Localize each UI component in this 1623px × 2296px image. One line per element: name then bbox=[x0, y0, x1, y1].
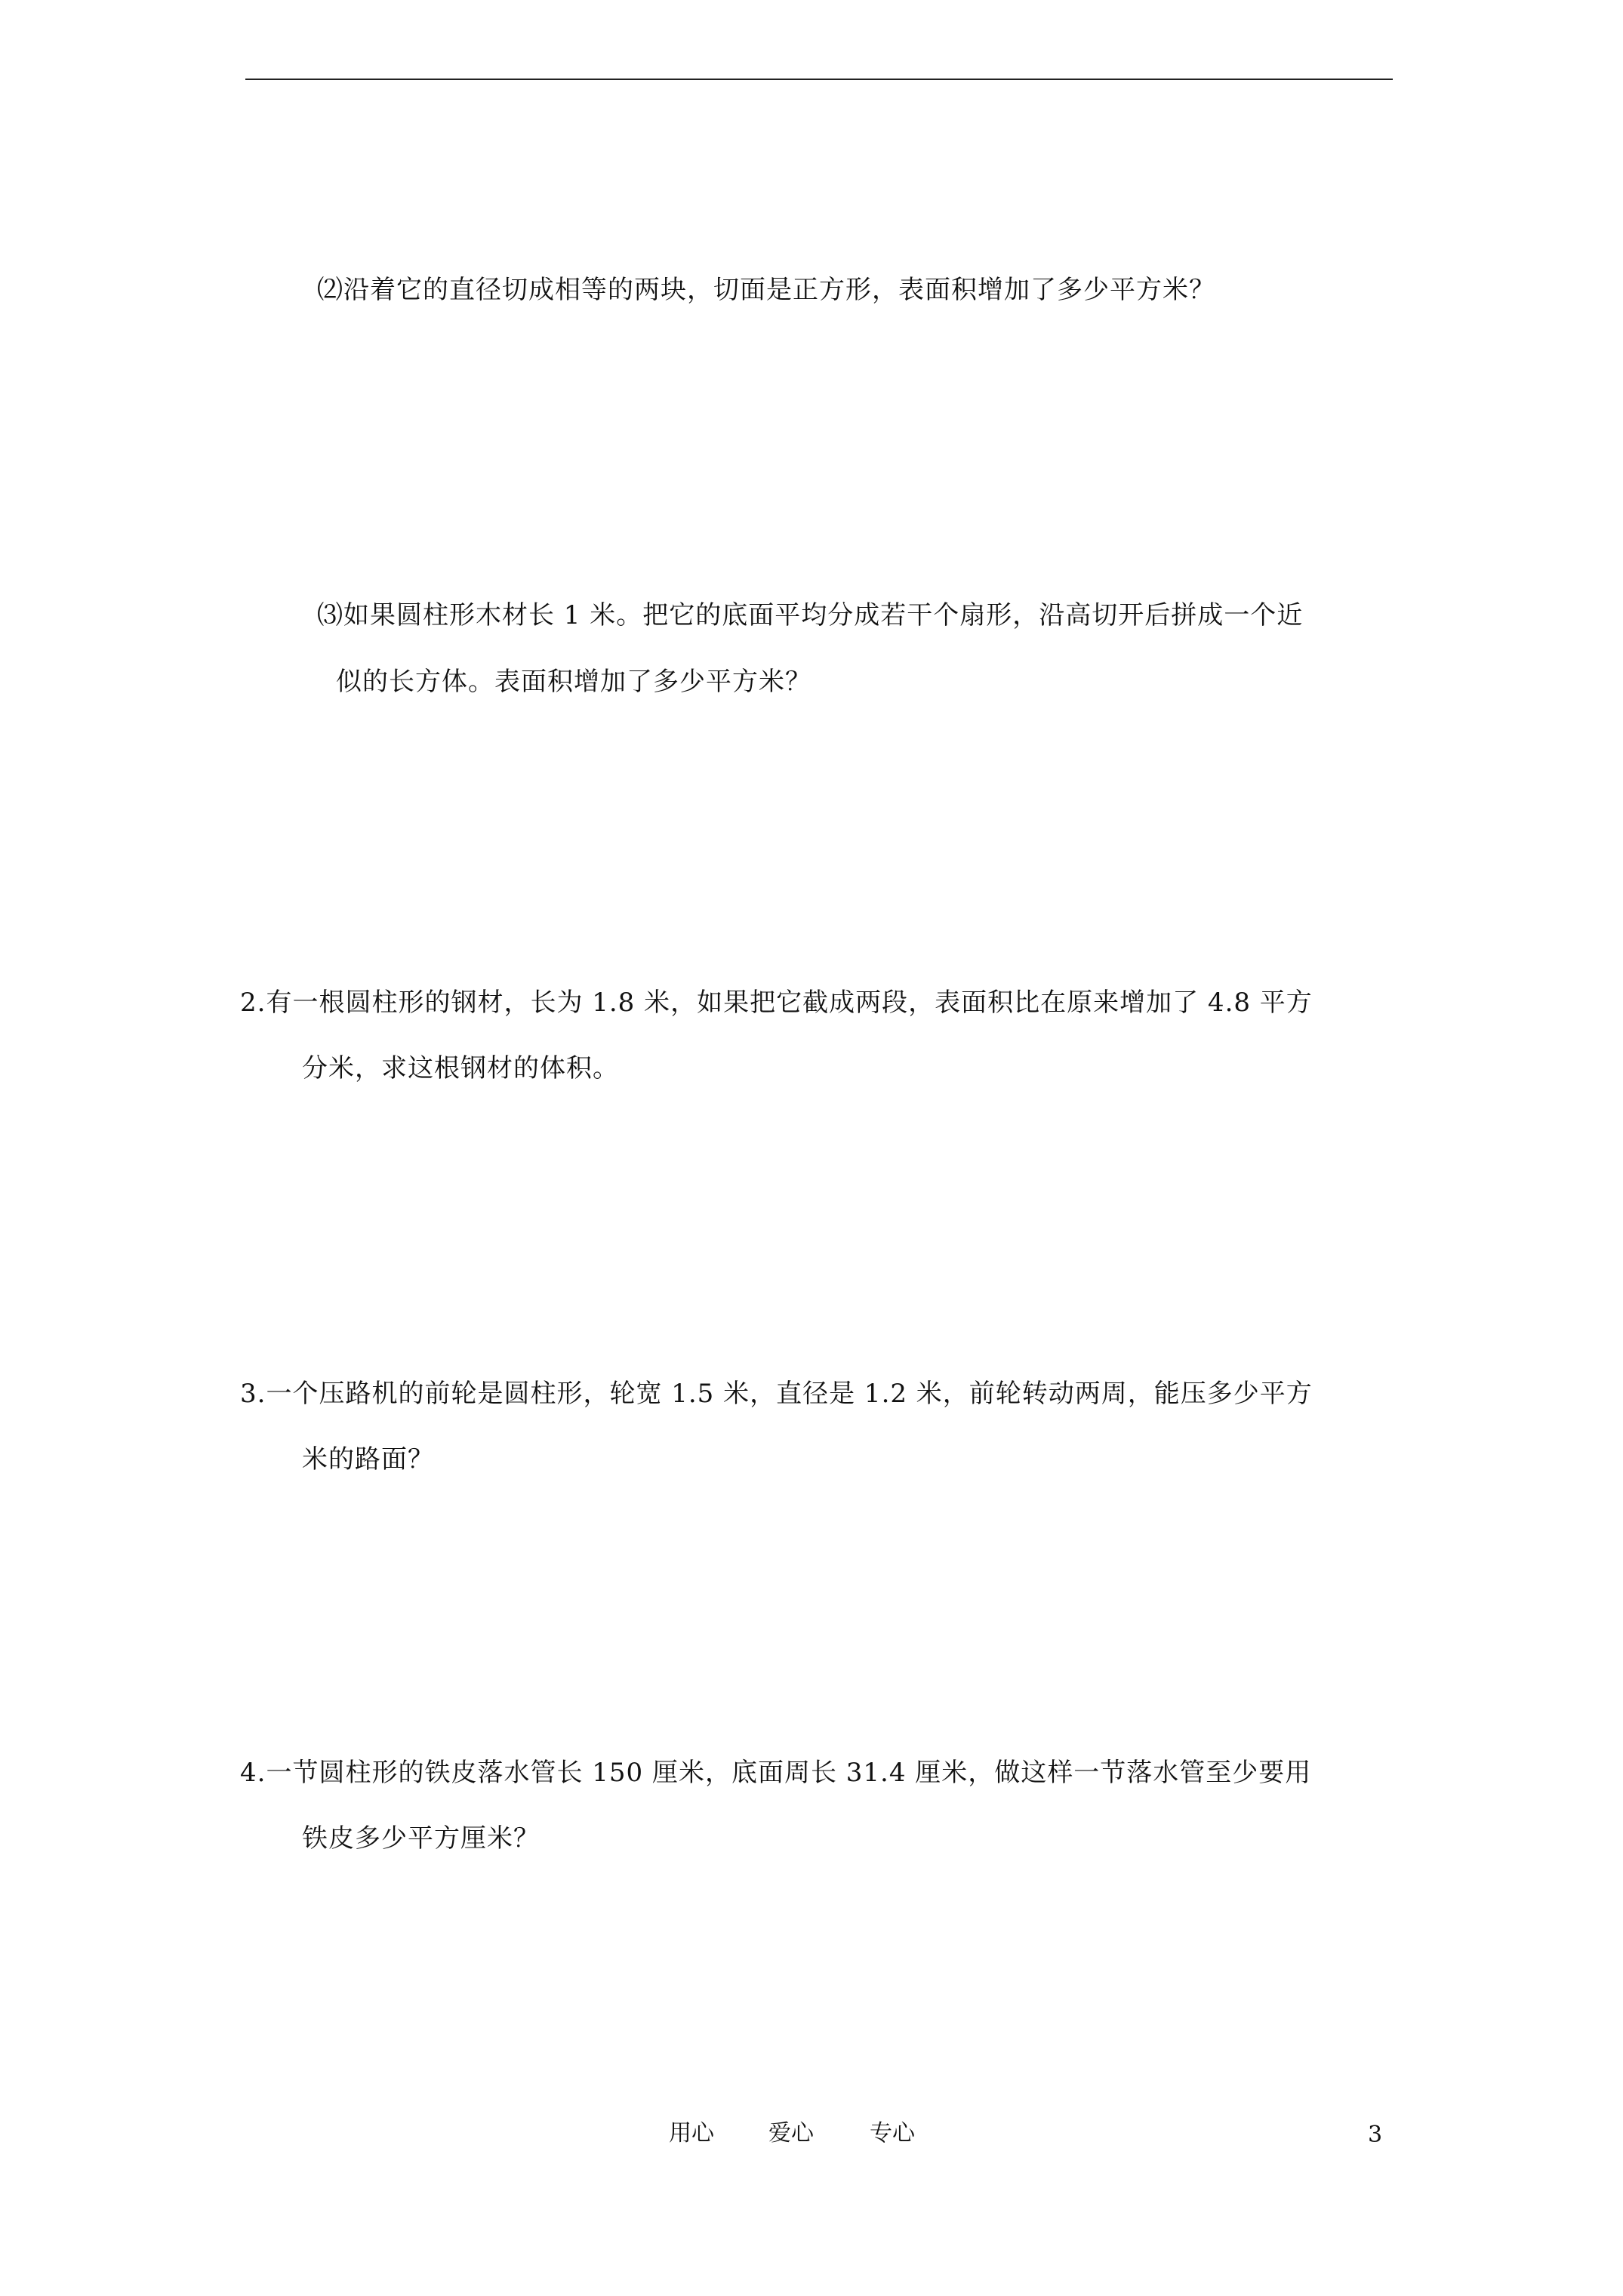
question-4-line-1: 4.一节圆柱形的铁皮落水管长 150 厘米，底面周长 31.4 厘米，做这样一节落水管至少要用 bbox=[240, 1758, 1312, 1788]
question-3-line-1: 3.一个压路机的前轮是圆柱形，轮宽 1.5 米，直径是 1.2 米，前轮转动两周，能压多少平方 bbox=[240, 1379, 1313, 1409]
question-1-3-line-1: ⑶如果圆柱形木材长 1 米。把它的底面平均分成若干个扇形，沿高切开后拼成一个近 bbox=[317, 600, 1304, 630]
footer-word-1: 用心 bbox=[669, 2120, 714, 2147]
question-1-2-line-1: ⑵沿着它的直径切成相等的两块，切面是正方形，表面积增加了多少平方米？ bbox=[317, 275, 1215, 305]
footer-word-3: 专心 bbox=[870, 2120, 915, 2147]
question-2-line-1: 2.有一根圆柱形的钢材，长为 1.8 米，如果把它截成两段，表面积比在原来增加了 4.8 平方 bbox=[240, 988, 1313, 1018]
question-4-line-2: 铁皮多少平方厘米？ bbox=[302, 1823, 540, 1854]
footer-word-2: 爱心 bbox=[768, 2120, 814, 2147]
question-1-3-line-2: 似的长方体。表面积增加了多少平方米？ bbox=[336, 667, 812, 697]
page-number: 3 bbox=[1368, 2122, 1383, 2148]
question-3-line-2: 米的路面？ bbox=[302, 1444, 434, 1475]
question-2-line-2: 分米，求这根钢材的体积。 bbox=[302, 1053, 619, 1083]
header-rule bbox=[245, 79, 1393, 80]
